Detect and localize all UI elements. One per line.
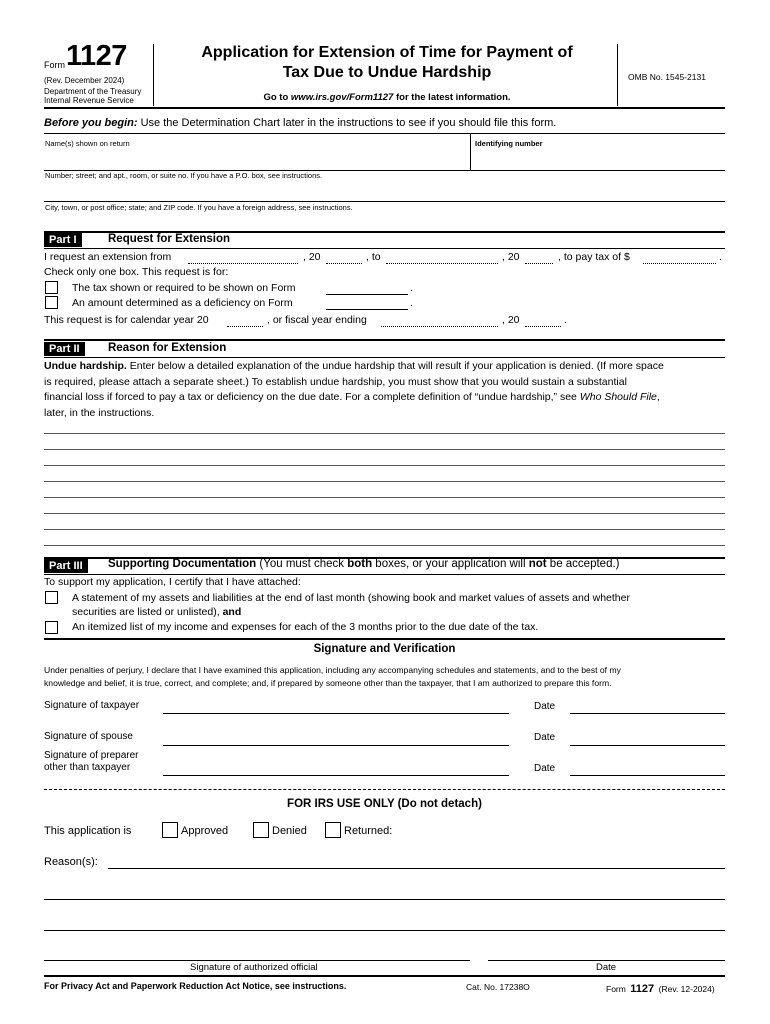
fiscal-year-label: , or fiscal year ending xyxy=(267,314,367,326)
part1-title: Request for Extension xyxy=(108,233,231,245)
form-word: Form xyxy=(44,60,65,70)
extension-from-label: I request an extension from xyxy=(44,251,172,263)
approved-checkbox[interactable] xyxy=(162,822,178,838)
reasons-line-3[interactable] xyxy=(44,930,725,931)
signature-heading: Signature and Verification xyxy=(313,643,456,655)
department: Department of the Treasury xyxy=(44,87,142,96)
explanation-line[interactable] xyxy=(44,497,725,498)
opt2-period: . xyxy=(410,297,413,309)
denied-checkbox[interactable] xyxy=(253,822,269,838)
taxpayer-signature-label: Signature of taxpayer xyxy=(44,700,140,711)
part2-title-rule xyxy=(44,357,725,358)
before-you-begin: Before you begin: Use the Determination Chart later in the instructions to see if you should file this form. xyxy=(44,117,557,129)
reasons-label: Reason(s): xyxy=(44,856,98,868)
preparer-date-field[interactable] xyxy=(570,775,725,776)
form-number: 1127 xyxy=(66,40,127,72)
preparer-signature-field[interactable] xyxy=(163,775,509,776)
period-line-end: . xyxy=(564,314,567,326)
opt1-period: . xyxy=(410,282,413,294)
extension-from-year-prefix: , 20 xyxy=(303,251,321,263)
undue-hardship-text: Undue hardship. Enter below a detailed explanation of the undue hardship that will result if your application is denied. (If more space is required, please attach a separate sheet.) To establish undue hardship, you must show that you would sustain a substantial financial loss if forced to pay a tax or deficiency on the due date. For a complete definition of “undue hardship,” see Who Should File, later, in the instructions. xyxy=(44,360,664,419)
spouse-date-label: Date xyxy=(534,732,556,743)
taxpayer-date-label: Date xyxy=(534,701,556,712)
tax-shown-form-field[interactable] xyxy=(326,294,408,295)
assets-statement-label: A statement of my assets and liabilities at the end of last month (showing book and market values of assets and whether securities are listed or unlisted), and xyxy=(72,592,630,618)
part3-title-rule xyxy=(44,574,725,575)
income-expenses-label: An itemized list of my income and expenses for each of the 3 months prior to the due date of the tax. xyxy=(72,621,539,633)
footer-form-id: Form 1127 (Rev. 12-2024) xyxy=(606,983,715,995)
calendar-year-label: This request is for calendar year 20 xyxy=(44,314,209,326)
tax-amount-field[interactable] xyxy=(643,263,716,264)
title-line-2: Tax Due to Undue Hardship xyxy=(282,64,492,81)
spouse-date-field[interactable] xyxy=(570,745,725,746)
city-field[interactable] xyxy=(44,213,725,230)
explanation-line[interactable] xyxy=(44,481,725,482)
deficiency-checkbox[interactable] xyxy=(45,296,58,309)
assets-statement-checkbox[interactable] xyxy=(45,591,58,604)
taxpayer-date-field[interactable] xyxy=(570,713,725,714)
rule-before-signature xyxy=(44,638,725,640)
spouse-signature-label: Signature of spouse xyxy=(44,731,133,742)
explanation-line[interactable] xyxy=(44,529,725,530)
fiscal-year-field[interactable] xyxy=(525,326,561,327)
part2-label: Part II xyxy=(44,342,85,356)
explanation-line[interactable] xyxy=(44,545,725,546)
goto-line: Go to www.irs.gov/Form1127 for the latest information. xyxy=(263,92,511,103)
header-divider-left xyxy=(153,44,154,106)
deficiency-label: An amount determined as a deficiency on Form xyxy=(72,297,293,309)
check-only-one-box: Check only one box. This request is for: xyxy=(44,266,229,278)
returned-label: Returned: xyxy=(344,825,393,837)
extension-from-date-field[interactable] xyxy=(188,263,298,264)
omb-number: OMB No. 1545-2131 xyxy=(628,72,706,82)
irs-url-link[interactable]: www.irs.gov/Form1127 xyxy=(290,92,394,103)
approved-label: Approved xyxy=(181,825,229,837)
fiscal-year-ending-field[interactable] xyxy=(381,326,498,327)
rule-before-part2 xyxy=(44,339,725,341)
support-intro: To support my application, I certify that I have attached: xyxy=(44,576,301,588)
form-title xyxy=(157,43,617,83)
official-date-field[interactable] xyxy=(488,960,725,961)
identifying-number-field[interactable] xyxy=(472,137,725,169)
returned-checkbox[interactable] xyxy=(325,822,341,838)
privacy-notice: For Privacy Act and Paperwork Reduction Act Notice, see instructions. xyxy=(44,981,347,991)
fiscal-year-prefix: , 20 xyxy=(502,314,520,326)
header-bottom-rule xyxy=(44,107,725,109)
reasons-line-2[interactable] xyxy=(44,899,725,900)
rule-before-name xyxy=(44,133,725,134)
detach-line xyxy=(44,789,725,790)
service: Internal Revenue Service xyxy=(44,96,134,105)
rule-after-address xyxy=(44,201,725,202)
revision-date: (Rev. December 2024) xyxy=(44,76,125,85)
official-date-label: Date xyxy=(596,962,617,973)
tax-shown-checkbox[interactable] xyxy=(45,281,58,294)
official-signature-field[interactable] xyxy=(44,960,470,961)
part2-title: Reason for Extension xyxy=(108,342,227,354)
extension-to-year-field[interactable] xyxy=(525,263,553,264)
explanation-line[interactable] xyxy=(44,513,725,514)
official-signature-label: Signature of authorized official xyxy=(190,962,318,973)
explanation-line[interactable] xyxy=(44,465,725,466)
extension-from-year-field[interactable] xyxy=(326,263,362,264)
explanation-line[interactable] xyxy=(44,449,725,450)
pay-tax-of-label: , to pay tax of $ xyxy=(558,251,630,263)
explanation-line[interactable] xyxy=(44,433,725,434)
part1-title-rule xyxy=(44,248,725,249)
income-expenses-checkbox[interactable] xyxy=(45,621,58,634)
preparer-signature-label: Signature of preparer other than taxpayer xyxy=(44,750,139,773)
tax-shown-label: The tax shown or required to be shown on Form xyxy=(72,282,296,294)
calendar-year-field[interactable] xyxy=(227,326,263,327)
catalog-number: Cat. No. 17238O xyxy=(466,982,530,992)
extension-to-year-prefix: , 20 xyxy=(502,251,520,263)
address-label: Number; street; and apt., room, or suite no. If you have a P.O. box, see instructions. xyxy=(45,171,323,180)
taxpayer-signature-field[interactable] xyxy=(163,713,509,714)
irs-use-heading: FOR IRS USE ONLY (Do not detach) xyxy=(287,798,482,810)
identifying-number-label: Identifying number xyxy=(475,139,543,148)
preparer-date-label: Date xyxy=(534,763,556,774)
part1-label: Part I xyxy=(44,233,82,247)
deficiency-form-field[interactable] xyxy=(326,309,408,310)
address-field[interactable] xyxy=(44,182,725,200)
footer-rule xyxy=(44,975,725,977)
name-id-divider xyxy=(470,133,471,170)
part3-title: Supporting Documentation (You must check both boxes, or your application will not be accepted.) xyxy=(108,558,620,570)
name-field[interactable] xyxy=(44,137,470,169)
spouse-signature-field[interactable] xyxy=(163,745,509,746)
extension-to-label: , to xyxy=(366,251,381,263)
perjury-statement: Under penalties of perjury, I declare that I have examined this application, including any accompanying schedules and statements, and to the best of my knowledge and belief, it is true, correct, and complete; and, if prepared by someone other than the taxpayer, that I am authorized to prepare this form. xyxy=(44,665,621,688)
reasons-line-1[interactable] xyxy=(108,868,725,869)
line1-period: . xyxy=(719,251,722,263)
city-label: City, town, or post office; state; and ZIP code. If you have a foreign address, see instructions. xyxy=(45,203,353,212)
denied-label: Denied xyxy=(272,825,307,837)
name-label: Name(s) shown on return xyxy=(45,139,130,148)
header-divider-right xyxy=(617,44,618,106)
application-is-label: This application is xyxy=(44,825,132,837)
title-line-1: Application for Extension of Time for Payment of xyxy=(201,44,573,61)
extension-to-date-field[interactable] xyxy=(386,263,498,264)
part3-label: Part III xyxy=(44,559,88,573)
